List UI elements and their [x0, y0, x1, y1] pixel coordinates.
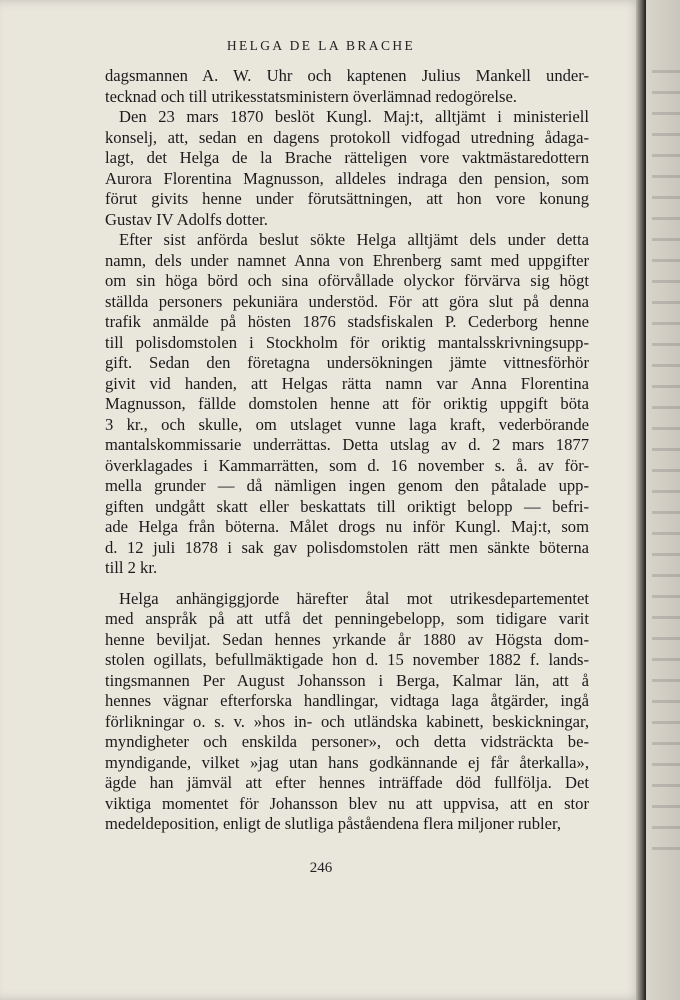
text-line: gift. Sedan den företagna undersökningen jämte vittnesförhör — [105, 353, 589, 372]
text-line: myndigheter och enskilda personer», och detta vidsträckta be- — [105, 732, 589, 751]
text-line: Helga anhängiggjorde härefter åtal mot utrikesdepartementet — [119, 588, 589, 608]
text-line: till polisdomstolen i Stockholm för oriktig mantalsskrivningsupp- — [105, 332, 589, 352]
text-line: förut givits henne under förutsättningen, att hon vore konung — [105, 189, 589, 208]
text-line: ställda personers pekuniära understöd. För att göra slut på denna — [105, 291, 589, 311]
text-line: överklagades i Kammarrätten, som d. 16 november s. å. av för- — [105, 455, 589, 475]
paragraph — [105, 66, 589, 107]
text-line: tingsmannen Per August Johansson i Berga, Kalmar län, att å — [105, 670, 589, 690]
text-line: dagsmannen A. W. Uhr och kaptenen Julius Mankell under- — [105, 66, 589, 85]
text-line: tecknad och till utrikesstatsministern överlämnad redogörelse. — [105, 86, 517, 106]
text-line: henne beviljat. Sedan hennes yrkande år 1880 av Högsta dom- — [105, 629, 589, 649]
text-line: med anspråk på att utfå det penningebelopp, som tidigare varit — [105, 609, 589, 628]
text-line: ägde han jämväl att efter hennes inträffade död fullfölja. Det — [105, 773, 589, 792]
text-line: namn, dels under namnet Anna von Ehrenberg samt med uppgifter — [105, 250, 589, 270]
paragraph — [105, 230, 589, 579]
text-line: lagt, det Helga de la Brache rätteligen vore vaktmästaredottern — [105, 148, 589, 167]
running-head: HELGA DE LA BRACHE — [226, 38, 416, 53]
paragraph — [105, 589, 589, 835]
text-line: till 2 kr. — [105, 558, 158, 577]
text-line: giften undgått skatt eller beskattats till oriktigt belopp — befri- — [105, 496, 589, 516]
text-line: 3 kr., och skulle, om utslaget vunne laga kraft, vederbörande — [105, 414, 589, 434]
page-number: 246 — [309, 860, 333, 876]
text-line: konselj, att, sedan en dagens protokoll vidfogad utredning ådaga- — [105, 127, 589, 147]
paragraph-gap — [105, 579, 589, 589]
facing-page-text-shadow — [652, 70, 680, 850]
paragraph — [105, 107, 589, 230]
body-text — [105, 66, 589, 835]
text-line: ade Helga från böterna. Målet drogs nu inför Kungl. Maj:t, som — [105, 517, 589, 536]
text-line: d. 12 juli 1878 i sak gav polisdomstolen rätt men sänkte böterna — [105, 537, 589, 557]
text-line: Efter sist anförda beslut sökte Helga alltjämt dels under detta — [119, 230, 589, 249]
text-line: Den 23 mars 1870 beslöt Kungl. Maj:t, alltjämt i ministeriell — [119, 107, 589, 126]
text-line: Aurora Florentina Magnusson, alldeles indraga den pension, som — [105, 168, 589, 188]
text-line: givit vid handen, att Helgas rätta namn var Anna Florentina — [105, 373, 589, 393]
book-gutter — [636, 0, 646, 1000]
text-line: förlikningar o. s. v. »hos in- och utländska kabinett, beskickningar, — [105, 711, 589, 731]
text-line: medeldeposition, enligt de slutliga påståendena flera miljoner rubler, — [105, 814, 561, 833]
text-line: trafik anmälde på hösten 1876 stadsfiskalen P. Cederborg henne — [105, 312, 589, 331]
facing-page-edge — [646, 0, 680, 1000]
text-line: hennes vägnar efterforska handlingar, vidtaga laga åtgärder, ingå — [105, 691, 589, 710]
text-line: Magnusson, fällde domstolen henne att för oriktig uppgift böta — [105, 394, 589, 413]
text-line: myndigande, vilket »jag utan hans godkännande ej får återkalla», — [105, 752, 589, 772]
text-line: mantalskommissarie underrättas. Detta utslag av d. 2 mars 1877 — [105, 435, 589, 454]
text-line: stolen ogillats, befullmäktigade hon d. 15 november 1882 f. lands- — [105, 650, 589, 669]
text-line: viktiga momentet för Johansson blev nu att uppvisa, att en stor — [105, 793, 589, 813]
text-line: Gustav IV Adolfs dotter. — [105, 209, 268, 229]
text-line: mella grunder — då nämligen ingen genom den påtalade upp- — [105, 476, 589, 495]
text-line: om sin höga börd och sina oförvållade olyckor förvärva sig högt — [105, 271, 589, 290]
